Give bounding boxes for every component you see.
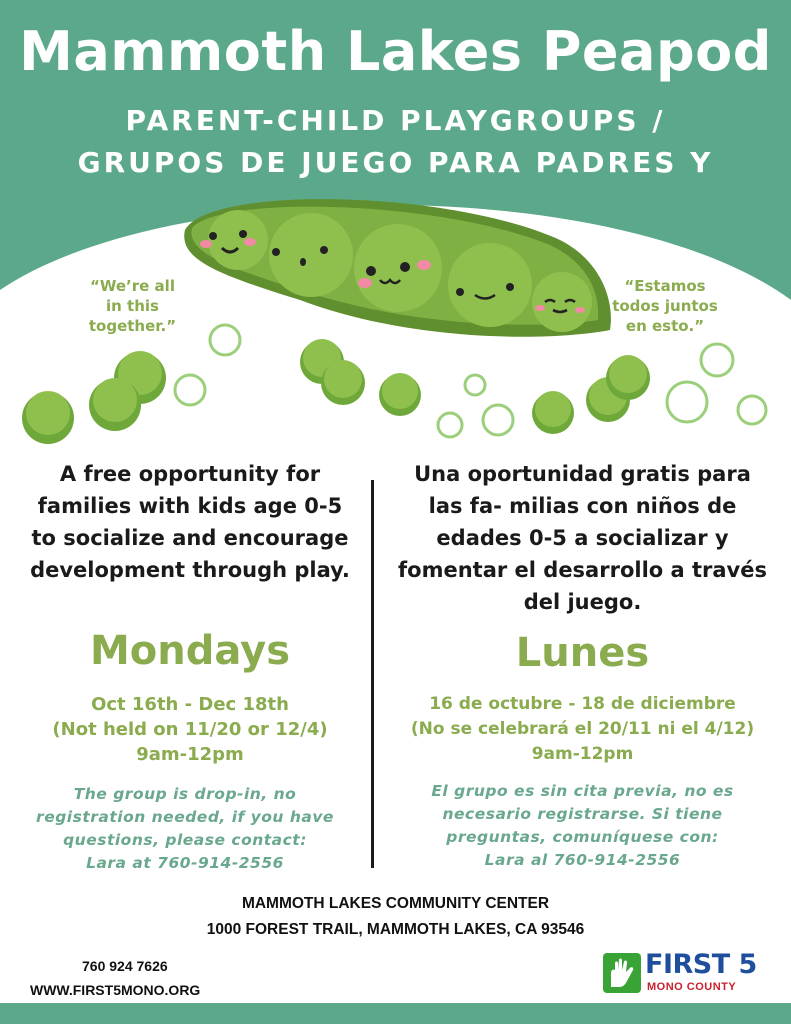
subtitle-line-1: PARENT-CHILD PLAYGROUPS / xyxy=(125,104,666,137)
spanish-day: Lunes xyxy=(515,630,650,676)
date-line: 9am-12pm xyxy=(531,744,634,764)
location-address: 1000 FOREST TRAIL, MAMMOTH LAKES, CA 93546 xyxy=(206,921,585,938)
page-title: Mammoth Lakes Peapod xyxy=(19,20,772,83)
location-name: MAMMOTH LAKES COMMUNITY CENTER xyxy=(241,895,550,912)
quote-english xyxy=(70,276,195,336)
english-dates xyxy=(10,692,370,767)
info-line: El grupo es sin cita previa, no es xyxy=(431,782,734,800)
english-info xyxy=(5,783,365,875)
date-line: 9am-12pm xyxy=(136,744,244,765)
footer-bar xyxy=(0,1003,791,1024)
info-line: The group is drop-in, no xyxy=(73,785,297,803)
intro-line: A free opportunity for xyxy=(59,462,321,486)
intro-line: fomentar el desarrollo a través xyxy=(398,558,767,582)
quote-spanish xyxy=(600,276,730,336)
first5-hand-logo xyxy=(603,953,641,993)
info-line: registration needed, if you have xyxy=(36,808,334,826)
info-line: preguntas, comuníquese con: xyxy=(446,828,719,846)
quote-line: todos juntos xyxy=(612,297,718,315)
logo-name: FIRST 5 xyxy=(645,949,757,980)
bubble-icon xyxy=(175,325,766,437)
intro-line: development through play. xyxy=(30,558,350,582)
info-line: necesario registrarse. Si tiene xyxy=(442,805,723,823)
contact-website[interactable]: WWW.FIRST5MONO.ORG xyxy=(30,982,201,998)
quote-line: en esto.” xyxy=(625,317,705,335)
logo-county: MONO COUNTY xyxy=(647,981,737,993)
date-line: Oct 16th - Dec 18th xyxy=(91,694,289,715)
date-line: (No se celebrará el 20/11 ni el 4/12) xyxy=(410,719,755,739)
intro-line: families with kids age 0-5 xyxy=(37,494,343,518)
date-line: 16 de octubre - 18 de diciembre xyxy=(429,694,736,714)
subtitle-line-2: GRUPOS DE JUEGO PARA PADRES Y xyxy=(77,146,714,179)
quote-line: together.” xyxy=(88,317,177,335)
intro-line: to socialize and encourage xyxy=(31,526,349,550)
info-line: Lara at 760-914-2556 xyxy=(86,854,284,872)
loose-peas xyxy=(22,339,650,444)
contact-phone: 760 924 7626 xyxy=(82,958,168,974)
column-divider xyxy=(371,480,374,868)
intro-line: las fa- milias con niños de xyxy=(428,494,737,518)
first5-logo xyxy=(603,951,763,995)
intro-line: edades 0-5 a socializar y xyxy=(436,526,729,550)
spanish-info xyxy=(390,780,775,872)
intro-line: Una oportunidad gratis para xyxy=(414,462,751,486)
date-line: (Not held on 11/20 or 12/4) xyxy=(52,719,328,740)
intro-line: del juego. xyxy=(523,590,642,614)
quote-line: in this xyxy=(106,297,159,315)
quote-line: “Estamos xyxy=(624,277,706,295)
quote-line: “We’re all xyxy=(90,277,175,295)
info-line: Lara al 760-914-2556 xyxy=(484,851,681,869)
spanish-dates xyxy=(385,692,780,767)
info-line: questions, please contact: xyxy=(63,831,307,849)
english-intro xyxy=(20,458,360,586)
english-day: Mondays xyxy=(89,628,291,674)
spanish-intro xyxy=(390,458,775,618)
